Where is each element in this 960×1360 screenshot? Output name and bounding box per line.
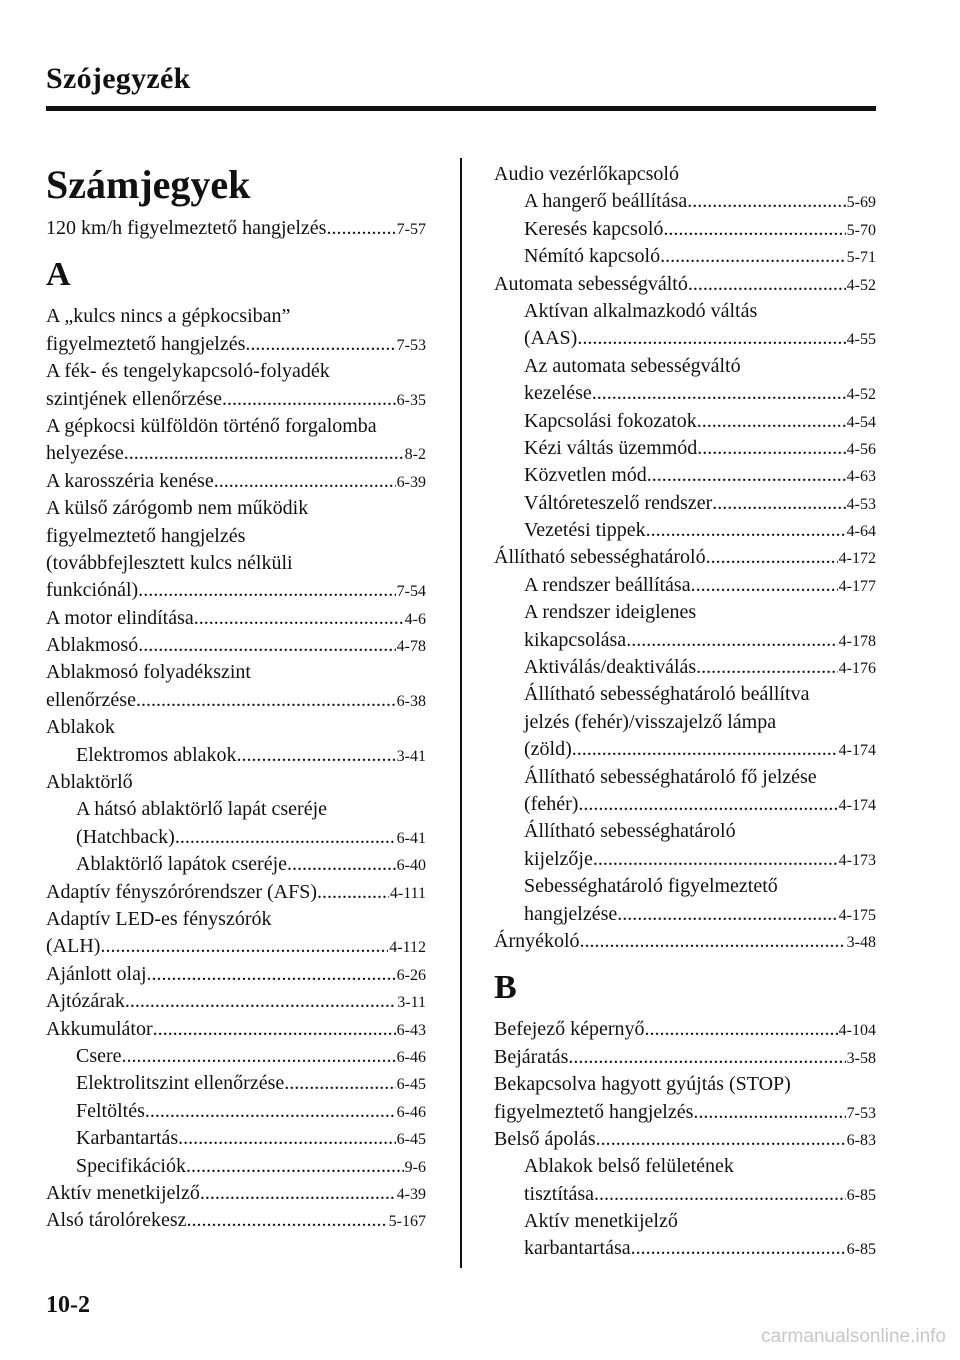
entry-text: Állítható sebességhatároló <box>524 820 736 843</box>
index-entry <box>46 550 426 577</box>
right-column <box>494 161 876 1263</box>
dot-leader <box>660 243 846 270</box>
entry-text: Automata sebességváltó <box>494 272 688 295</box>
page-reference: 6-46 <box>396 1048 426 1066</box>
index-entry <box>494 928 876 955</box>
page-reference: 4-52 <box>846 276 876 294</box>
index-entry <box>46 215 426 242</box>
entry-text: Ablakmosó <box>46 634 139 657</box>
entry-text: figyelmeztető hangjelzés <box>46 332 246 355</box>
page-reference: 8-2 <box>404 446 426 464</box>
index-entry <box>494 298 876 325</box>
entry-text: A külső zárógomb nem működik <box>46 497 309 520</box>
page-reference: 6-85 <box>846 1241 876 1259</box>
entry-text: jelzés (fehér)/visszajelző lámpa <box>524 710 777 733</box>
dot-leader <box>147 961 396 988</box>
index-entry <box>494 216 876 243</box>
entry-text: Keresés kapcsoló <box>524 217 664 240</box>
dot-leader <box>617 901 837 928</box>
entry-text: Aktiválás/deaktiválás <box>524 656 697 679</box>
dot-leader <box>697 435 845 462</box>
entry-text: figyelmeztető hangjelzés <box>46 524 246 547</box>
index-entry <box>494 462 876 489</box>
index-entry <box>46 1070 426 1097</box>
index-list-a-left <box>46 303 426 1234</box>
entry-text: (AAS) <box>524 327 578 350</box>
entry-text: karbantartása <box>524 1237 631 1260</box>
index-entry <box>46 769 426 796</box>
dot-leader <box>663 216 845 243</box>
page-reference: 4-175 <box>838 906 876 924</box>
dot-leader <box>577 325 845 352</box>
index-entry <box>46 468 426 495</box>
index-entry <box>46 851 426 878</box>
index-entry <box>46 714 426 741</box>
index-entry <box>494 1181 876 1208</box>
dot-leader <box>691 572 838 599</box>
entry-text: helyezése <box>46 442 124 465</box>
entry-text: A fék- és tengelykapcsoló-folyadék <box>46 360 330 383</box>
index-entry <box>494 325 876 352</box>
numbers-list <box>46 215 426 242</box>
dot-leader <box>572 736 838 763</box>
section-title: Számjegyek <box>46 162 251 207</box>
index-entry <box>46 906 426 933</box>
page-reference: 6-39 <box>396 473 426 491</box>
dot-leader <box>326 215 395 242</box>
index-entry <box>494 1071 876 1098</box>
dot-leader <box>626 627 837 654</box>
entry-text: Audio vezérlőkapcsoló <box>494 163 679 185</box>
page-reference: 4-172 <box>838 550 876 568</box>
entry-text: Aktívan alkalmazkodó váltás <box>524 299 758 322</box>
page-reference: 4-173 <box>838 851 876 869</box>
page-reference: 3-11 <box>397 994 426 1012</box>
page-reference: 6-46 <box>396 1103 426 1121</box>
entry-text: Ablaktörlő <box>46 771 133 794</box>
page-reference: 6-45 <box>396 1076 426 1094</box>
entry-text: funkciónál) <box>46 579 139 602</box>
page-reference: 4-56 <box>846 440 876 458</box>
entry-text: A rendszer beállítása <box>524 573 691 596</box>
index-entry <box>46 659 426 686</box>
dot-leader <box>687 188 845 215</box>
dot-leader <box>287 851 396 878</box>
page-reference: 3-58 <box>846 1049 876 1067</box>
entry-text: (zöld) <box>524 738 572 761</box>
dot-leader <box>646 517 846 544</box>
page-reference: 4-39 <box>396 1185 426 1203</box>
dot-leader <box>631 1235 846 1262</box>
index-entry <box>494 408 876 435</box>
entry-text: Ajánlott olaj <box>46 962 147 985</box>
page-reference: 4-63 <box>846 468 876 486</box>
page-reference: 5-71 <box>846 249 876 267</box>
index-entry <box>46 1043 426 1070</box>
entry-text: A hangerő beállítása <box>524 190 688 213</box>
entry-text: Bekapcsolva hagyott gyújtás (STOP) <box>494 1073 791 1096</box>
entry-text: (fehér) <box>524 792 579 815</box>
dot-leader <box>594 1181 846 1208</box>
index-entry <box>46 413 426 440</box>
index-entry <box>46 386 426 413</box>
dot-leader <box>284 1070 395 1097</box>
page-reference: 6-83 <box>846 1131 876 1149</box>
entry-text: Ablakok belső felületének <box>524 1155 734 1178</box>
dot-leader <box>706 544 838 571</box>
entry-text: Állítható sebességhatároló <box>494 546 706 569</box>
index-entry <box>46 1098 426 1125</box>
entry-text: (ALH) <box>46 935 101 958</box>
page-reference: 7-53 <box>846 1104 876 1122</box>
index-entry <box>494 544 876 571</box>
dot-leader <box>194 605 404 632</box>
dot-leader <box>175 824 396 851</box>
page-reference: 6-35 <box>396 391 426 409</box>
entry-text: Némító kapcsoló <box>524 245 661 268</box>
entry-text: A rendszer ideiglenes <box>524 601 697 624</box>
entry-text: 120 km/h figyelmeztető hangjelzés <box>46 217 327 239</box>
dot-leader <box>697 408 846 435</box>
page-reference: 4-53 <box>846 495 876 513</box>
page-reference: 5-167 <box>388 1213 426 1231</box>
entry-text: ellenőrzése <box>46 688 136 711</box>
dot-leader <box>317 879 389 906</box>
page-reference: 5-69 <box>846 194 876 212</box>
dot-leader <box>200 1180 396 1207</box>
dot-leader <box>593 846 838 873</box>
dot-leader <box>153 1016 396 1043</box>
entry-text: Kapcsolási fokozatok <box>524 409 697 432</box>
index-entry <box>494 901 876 928</box>
entry-text: Alsó tárolórekesz <box>46 1209 187 1232</box>
index-entry <box>46 879 426 906</box>
page-reference: 4-177 <box>838 577 876 595</box>
dot-leader <box>592 380 846 407</box>
entry-text: kezelése <box>524 382 592 405</box>
entry-text: Adaptív LED-es fényszórók <box>46 907 272 930</box>
entry-text: Elektromos ablakok <box>76 743 237 766</box>
entry-text: figyelmeztető hangjelzés <box>494 1100 694 1123</box>
index-entry <box>494 572 876 599</box>
index-entry <box>494 353 876 380</box>
index-entry <box>494 1235 876 1262</box>
entry-text: Az automata sebességváltó <box>524 354 741 377</box>
entry-text: kijelzője <box>524 847 593 870</box>
dot-leader <box>122 1043 396 1070</box>
page-reference: 4-178 <box>838 632 876 650</box>
index-entry <box>46 331 426 358</box>
index-entry <box>46 577 426 604</box>
index-entry <box>46 1125 426 1152</box>
page-reference: 4-111 <box>389 884 426 902</box>
dot-leader <box>693 1099 845 1126</box>
index-entry <box>46 1153 426 1180</box>
entry-text: Ablaktörlő lapátok cseréje <box>76 853 288 876</box>
page-reference: 4-64 <box>846 523 876 541</box>
page-reference: 7-53 <box>396 336 426 354</box>
page-reference: 7-54 <box>396 583 426 601</box>
entry-text: Adaptív fényszórórendszer (AFS) <box>46 880 318 903</box>
entry-text: Kézi váltás üzemmód <box>524 436 698 459</box>
entry-text: Közvetlen mód <box>524 464 647 487</box>
dot-leader <box>138 632 395 659</box>
index-entry <box>46 523 426 550</box>
dot-leader <box>688 271 846 298</box>
entry-text: A karosszéria kenése <box>46 469 214 492</box>
index-entry <box>494 818 876 845</box>
dot-leader <box>100 933 388 960</box>
entry-text: Árnyékoló <box>494 929 580 952</box>
page-reference: 6-43 <box>396 1021 426 1039</box>
dot-leader <box>568 1044 845 1071</box>
entry-text: Csere <box>76 1044 122 1067</box>
entry-text: Állítható sebességhatároló fő jelzése <box>524 765 817 788</box>
index-list-b <box>494 1016 876 1263</box>
header-rule <box>46 106 876 111</box>
page-reference: 7-57 <box>396 221 426 238</box>
page-reference: 4-52 <box>846 386 876 404</box>
dot-leader <box>222 386 396 413</box>
dot-leader <box>186 1153 404 1180</box>
dot-leader <box>145 1098 396 1125</box>
entry-text: (továbbfejlesztett kulcs nélküli <box>46 551 293 574</box>
index-entry <box>46 1207 426 1234</box>
dot-leader <box>580 928 846 955</box>
entry-text: hangjelzése <box>524 902 618 925</box>
page-reference: 6-45 <box>396 1131 426 1149</box>
index-entry <box>494 1126 876 1153</box>
index-entry <box>46 796 426 823</box>
page-reference: 5-70 <box>846 221 876 239</box>
page-reference: 6-40 <box>396 857 426 875</box>
entry-text: (Hatchback) <box>76 825 175 848</box>
index-entry <box>494 736 876 763</box>
entry-text: A motor elindítása <box>46 606 194 629</box>
index-entry <box>494 709 876 736</box>
dot-leader <box>138 577 395 604</box>
entry-text: Feltöltés <box>76 1099 145 1122</box>
page-reference: 6-41 <box>396 829 426 847</box>
page-reference: 4-176 <box>838 660 876 678</box>
page-reference: 9-6 <box>404 1158 426 1176</box>
index-entry <box>46 742 426 769</box>
page-reference: 4-6 <box>404 610 426 628</box>
page-reference: 3-48 <box>846 933 876 951</box>
dot-leader <box>237 742 396 769</box>
page-reference: 4-54 <box>846 413 876 431</box>
index-entry <box>46 440 426 467</box>
page-header-title: Szójegyzék <box>46 62 191 95</box>
entry-text: A gépkocsi külföldön történő forgalomba <box>46 414 377 437</box>
index-entry <box>46 632 426 659</box>
page-reference: 4-174 <box>838 742 876 760</box>
entry-text: Vezetési tippek <box>524 519 646 542</box>
index-entry <box>46 358 426 385</box>
index-entry <box>494 188 876 215</box>
index-entry <box>494 161 876 188</box>
index-entry <box>494 846 876 873</box>
page-reference: 4-112 <box>389 939 426 957</box>
entry-text: Aktív menetkijelző <box>524 1210 678 1233</box>
entry-text: Karbantartás <box>76 1127 179 1150</box>
index-entry <box>46 933 426 960</box>
index-entry <box>494 654 876 681</box>
entry-text: A „kulcs nincs a gépkocsiban” <box>46 305 291 328</box>
index-entry <box>494 791 876 818</box>
index-entry <box>46 1016 426 1043</box>
index-entry <box>46 687 426 714</box>
index-entry <box>494 380 876 407</box>
entry-text: Belső ápolás <box>494 1127 596 1150</box>
dot-leader <box>578 791 837 818</box>
entry-text: A hátsó ablaktörlő lapát cseréje <box>76 798 328 821</box>
index-entry <box>494 764 876 791</box>
page-reference: 6-38 <box>396 692 426 710</box>
column-divider <box>460 158 462 1268</box>
dot-leader <box>245 331 395 358</box>
page-reference: 6-26 <box>396 966 426 984</box>
entry-text: Bejáratás <box>494 1045 569 1068</box>
entry-text: Elektrolitszint ellenőrzése <box>76 1072 285 1095</box>
page-reference: 6-85 <box>846 1186 876 1204</box>
index-entry <box>494 271 876 298</box>
index-entry <box>46 495 426 522</box>
index-entry <box>46 1180 426 1207</box>
entry-text: Specifikációk <box>76 1154 186 1177</box>
page-reference: 4-174 <box>838 796 876 814</box>
index-entry <box>46 605 426 632</box>
index-entry <box>494 1208 876 1235</box>
index-entry <box>494 627 876 654</box>
index-list-a-right <box>494 161 876 955</box>
page-reference: 4-55 <box>846 331 876 349</box>
index-entry <box>46 988 426 1015</box>
page-reference: 3-41 <box>396 747 426 765</box>
dot-leader <box>136 687 396 714</box>
entry-text: Váltóreteszelő rendszer <box>524 491 713 514</box>
dot-leader <box>187 1207 388 1234</box>
entry-text: Ablakok <box>46 716 115 739</box>
index-entry <box>494 490 876 517</box>
entry-text: Akkumulátor <box>46 1017 153 1040</box>
letter-heading-b: B <box>494 969 517 1007</box>
index-entry <box>494 435 876 462</box>
page-reference: 4-78 <box>396 638 426 656</box>
index-entry <box>46 824 426 851</box>
dot-leader <box>214 468 396 495</box>
index-entry <box>494 599 876 626</box>
page-number: 10-2 <box>46 1292 90 1318</box>
dot-leader <box>696 654 838 681</box>
page-reference: 4-104 <box>838 1022 876 1040</box>
entry-text: Sebességhatároló figyelmeztető <box>524 875 778 898</box>
dot-leader <box>712 490 845 517</box>
index-entry <box>494 681 876 708</box>
entry-text: Ajtózárak <box>46 990 125 1013</box>
dot-leader <box>124 440 404 467</box>
entry-text: Befejező képernyő <box>494 1018 645 1041</box>
dot-leader <box>178 1125 396 1152</box>
index-entry <box>494 1153 876 1180</box>
index-entry <box>494 1016 876 1043</box>
entry-text: tisztítása <box>524 1182 594 1205</box>
index-entry <box>494 1099 876 1126</box>
index-entry <box>494 517 876 544</box>
index-entry <box>46 303 426 330</box>
index-entry <box>46 961 426 988</box>
index-entry <box>494 873 876 900</box>
entry-text: kikapcsolása <box>524 628 627 651</box>
watermark: carmanualsonline.info <box>761 1326 946 1347</box>
entry-text: Ablakmosó folyadékszint <box>46 661 251 684</box>
index-entry <box>494 1044 876 1071</box>
dot-leader <box>596 1126 846 1153</box>
entry-text: Aktív menetkijelző <box>46 1181 200 1204</box>
dot-leader <box>125 988 396 1015</box>
dot-leader <box>644 1016 837 1043</box>
entry-text: szintjének ellenőrzése <box>46 387 223 410</box>
index-entry <box>494 243 876 270</box>
entry-text: Állítható sebességhatároló beállítva <box>524 683 810 706</box>
letter-heading-a: A <box>46 256 71 294</box>
dot-leader <box>647 462 846 489</box>
left-column <box>46 160 426 1235</box>
